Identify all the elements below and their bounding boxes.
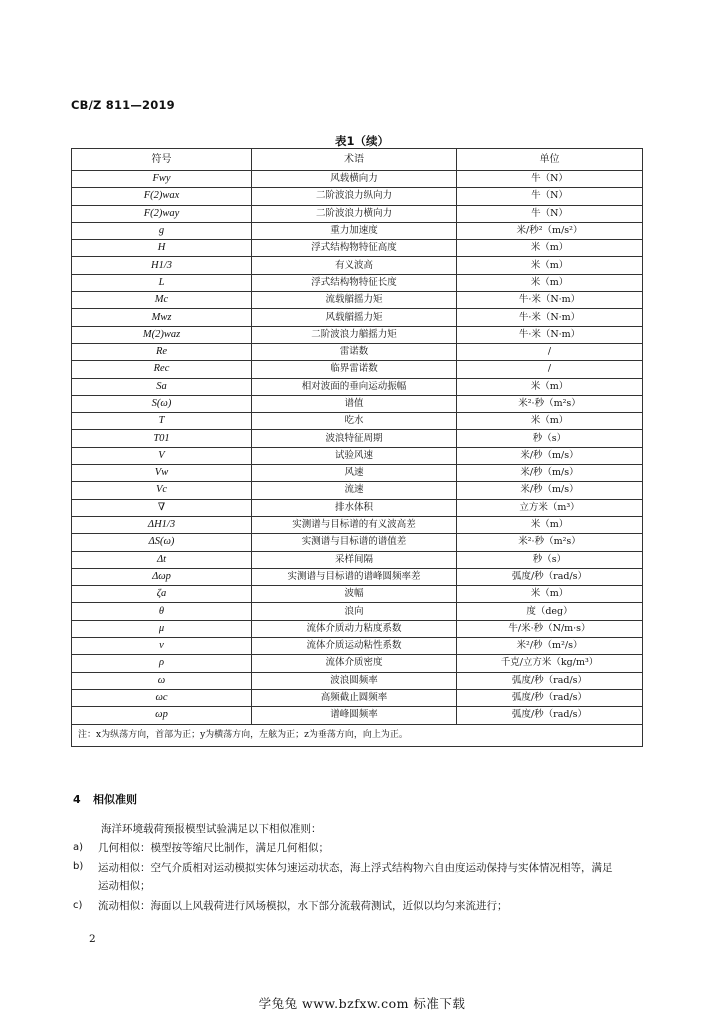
table-row	[72, 378, 643, 395]
term-cell: 高频截止圆频率	[252, 689, 457, 706]
term-cell: 二阶波浪力艏摇力矩	[252, 326, 457, 343]
term-cell: 浮式结构物特征长度	[252, 274, 457, 291]
unit-cell: 米（m）	[457, 378, 643, 395]
symbol-cell: ν	[72, 638, 252, 655]
symbol-cell: M(2)waz	[72, 326, 252, 343]
table-row	[72, 413, 643, 430]
unit-cell: /	[457, 361, 643, 378]
term-cell: 波浪圆频率	[252, 672, 457, 689]
list-item	[73, 898, 633, 914]
term-cell: 流载艏摇力矩	[252, 292, 457, 309]
unit-cell: 牛（N）	[457, 171, 643, 188]
table-row	[72, 603, 643, 620]
unit-cell: 秒（s）	[457, 430, 643, 447]
table-caption: 表1（续）	[334, 134, 389, 148]
table-row	[72, 707, 643, 724]
unit-cell: 米/秒（m/s）	[457, 482, 643, 499]
table-row	[72, 620, 643, 637]
term-cell: 二阶波浪力纵向力	[252, 188, 457, 205]
table-row	[72, 274, 643, 291]
watermark: 学兔兔 www.bzfxw.com 标准下载	[258, 996, 466, 1011]
section-title: 相似准则	[93, 793, 137, 806]
symbol-cell: Fwy	[72, 171, 252, 188]
term-cell: 风载横向力	[252, 171, 457, 188]
table-row	[72, 205, 643, 222]
term-cell: 雷诺数	[252, 343, 457, 360]
term-cell: 试验风速	[252, 447, 457, 464]
table-row	[72, 309, 643, 326]
table-row	[72, 689, 643, 706]
term-cell: 流体介质动力粘度系数	[252, 620, 457, 637]
unit-cell: 牛（N）	[457, 188, 643, 205]
unit-cell: 牛·米（N·m）	[457, 292, 643, 309]
list-item-text: 运动相似：空气介质相对运动模拟实体匀速运动状态，海上浮式结构物六自由度运动保持与实体情况相等，满足运动相似；	[98, 862, 613, 892]
term-cell: 波幅	[252, 586, 457, 603]
table-row	[72, 586, 643, 603]
unit-cell: 米²·秒（m²s）	[457, 395, 643, 412]
term-cell: 浮式结构物特征高度	[252, 240, 457, 257]
symbol-cell: Vc	[72, 482, 252, 499]
table-row	[72, 430, 643, 447]
symbol-cell: T	[72, 413, 252, 430]
list-item	[73, 859, 633, 895]
symbol-cell: ρ	[72, 655, 252, 672]
term-cell: 谱峰圆频率	[252, 707, 457, 724]
table-row	[72, 516, 643, 533]
table-body	[72, 171, 643, 725]
table-row	[72, 395, 643, 412]
symbol-cell: H1/3	[72, 257, 252, 274]
term-cell: 波浪特征周期	[252, 430, 457, 447]
term-cell: 实测谱与目标谱的谱峰圆频率差	[252, 568, 457, 585]
list-item-text: 流动相似：海面以上风载荷进行风场模拟，水下部分流载荷测试，近似以均匀来流进行；	[98, 900, 508, 912]
unit-cell: 牛（N）	[457, 205, 643, 222]
unit-cell: 米（m）	[457, 586, 643, 603]
unit-cell: 米（m）	[457, 240, 643, 257]
term-cell: 采样间隔	[252, 551, 457, 568]
symbol-cell: Δt	[72, 551, 252, 568]
list-item	[73, 840, 633, 856]
unit-cell: 米（m）	[457, 274, 643, 291]
unit-cell: 度（deg）	[457, 603, 643, 620]
unit-cell: 秒（s）	[457, 551, 643, 568]
symbol-cell: V	[72, 447, 252, 464]
table-row	[72, 188, 643, 205]
symbol-cell: F(2)way	[72, 205, 252, 222]
term-cell: 流体介质密度	[252, 655, 457, 672]
page-number: 2	[89, 933, 96, 945]
list-item-label: a)	[73, 842, 84, 853]
term-cell: 实测谱与目标谱的有义波高差	[252, 516, 457, 533]
table-row	[72, 240, 643, 257]
table-note-row	[72, 724, 643, 746]
term-cell: 浪向	[252, 603, 457, 620]
symbol-cell: ωc	[72, 689, 252, 706]
unit-cell: 米（m）	[457, 413, 643, 430]
unit-cell: 弧度/秒（rad/s）	[457, 689, 643, 706]
symbol-table	[71, 148, 643, 747]
table-row	[72, 257, 643, 274]
symbol-cell: μ	[72, 620, 252, 637]
symbol-cell: F(2)wax	[72, 188, 252, 205]
term-cell: 二阶波浪力横向力	[252, 205, 457, 222]
symbol-cell: T01	[72, 430, 252, 447]
section-number: 4	[73, 793, 81, 806]
list-item-text: 几何相似：模型按等缩尺比制作，满足几何相似；	[98, 842, 329, 854]
term-cell: 风载艏摇力矩	[252, 309, 457, 326]
symbol-cell: L	[72, 274, 252, 291]
symbol-cell: θ	[72, 603, 252, 620]
unit-cell: 弧度/秒（rad/s）	[457, 568, 643, 585]
symbol-cell: Mc	[72, 292, 252, 309]
term-cell: 谱值	[252, 395, 457, 412]
unit-cell: 弧度/秒（rad/s）	[457, 707, 643, 724]
section-intro: 海洋环境载荷预报模型试验满足以下相似准则：	[101, 823, 322, 835]
symbol-cell: ∇	[72, 499, 252, 516]
unit-cell: 米/秒（m/s）	[457, 465, 643, 482]
table-row	[72, 499, 643, 516]
symbol-cell: S(ω)	[72, 395, 252, 412]
table-row	[72, 447, 643, 464]
unit-cell: 米/秒²（m/s²）	[457, 222, 643, 239]
term-cell: 风速	[252, 465, 457, 482]
term-cell: 重力加速度	[252, 222, 457, 239]
symbol-cell: Sa	[72, 378, 252, 395]
table-row	[72, 292, 643, 309]
unit-cell: 牛·米（N·m）	[457, 309, 643, 326]
table-row	[72, 326, 643, 343]
table-header-row	[72, 149, 643, 171]
unit-cell: 米²/秒（m²/s）	[457, 638, 643, 655]
symbol-cell: g	[72, 222, 252, 239]
symbol-cell: ωp	[72, 707, 252, 724]
list-item-label: b)	[73, 861, 84, 872]
symbol-cell: Re	[72, 343, 252, 360]
unit-cell: 弧度/秒（rad/s）	[457, 672, 643, 689]
unit-cell: 立方米（m³）	[457, 499, 643, 516]
term-cell: 排水体积	[252, 499, 457, 516]
table-row	[72, 222, 643, 239]
list-item-label: c)	[73, 900, 83, 911]
unit-cell: 米（m）	[457, 516, 643, 533]
symbol-cell: ζa	[72, 586, 252, 603]
table-row	[72, 171, 643, 188]
symbol-cell: Δωp	[72, 568, 252, 585]
term-cell: 临界雷诺数	[252, 361, 457, 378]
table-row	[72, 638, 643, 655]
table-row	[72, 343, 643, 360]
unit-cell: 千克/立方米（kg/m³）	[457, 655, 643, 672]
column-header-symbol: 符号	[72, 149, 252, 171]
symbol-cell: Rec	[72, 361, 252, 378]
symbol-cell: Mwz	[72, 309, 252, 326]
table-row	[72, 361, 643, 378]
unit-cell: /	[457, 343, 643, 360]
term-cell: 有义波高	[252, 257, 457, 274]
unit-cell: 米（m）	[457, 257, 643, 274]
unit-cell: 米²·秒（m²s）	[457, 534, 643, 551]
symbol-cell: ω	[72, 672, 252, 689]
table-row	[72, 465, 643, 482]
term-cell: 流速	[252, 482, 457, 499]
unit-cell: 米/秒（m/s）	[457, 447, 643, 464]
table-row	[72, 482, 643, 499]
table-note: 注：x为纵荡方向，首部为正；y为横荡方向，左舷为正；z为垂荡方向，向上为正。	[72, 724, 643, 746]
term-cell: 流体介质运动粘性系数	[252, 638, 457, 655]
term-cell: 实测谱与目标谱的谱值差	[252, 534, 457, 551]
term-cell: 吃水	[252, 413, 457, 430]
unit-cell: 牛·米（N·m）	[457, 326, 643, 343]
table-row	[72, 534, 643, 551]
unit-cell: 牛/米·秒（N/m·s）	[457, 620, 643, 637]
document-code: CB/Z 811—2019	[71, 98, 175, 112]
section-heading	[73, 791, 137, 807]
term-cell: 相对波面的垂向运动振幅	[252, 378, 457, 395]
column-header-unit: 单位	[457, 149, 643, 171]
symbol-cell: ΔH1/3	[72, 516, 252, 533]
column-header-term: 术语	[252, 149, 457, 171]
table-row	[72, 672, 643, 689]
symbol-cell: H	[72, 240, 252, 257]
symbol-cell: ΔS(ω)	[72, 534, 252, 551]
symbol-cell: Vw	[72, 465, 252, 482]
table-row	[72, 568, 643, 585]
table-row	[72, 551, 643, 568]
table-row	[72, 655, 643, 672]
